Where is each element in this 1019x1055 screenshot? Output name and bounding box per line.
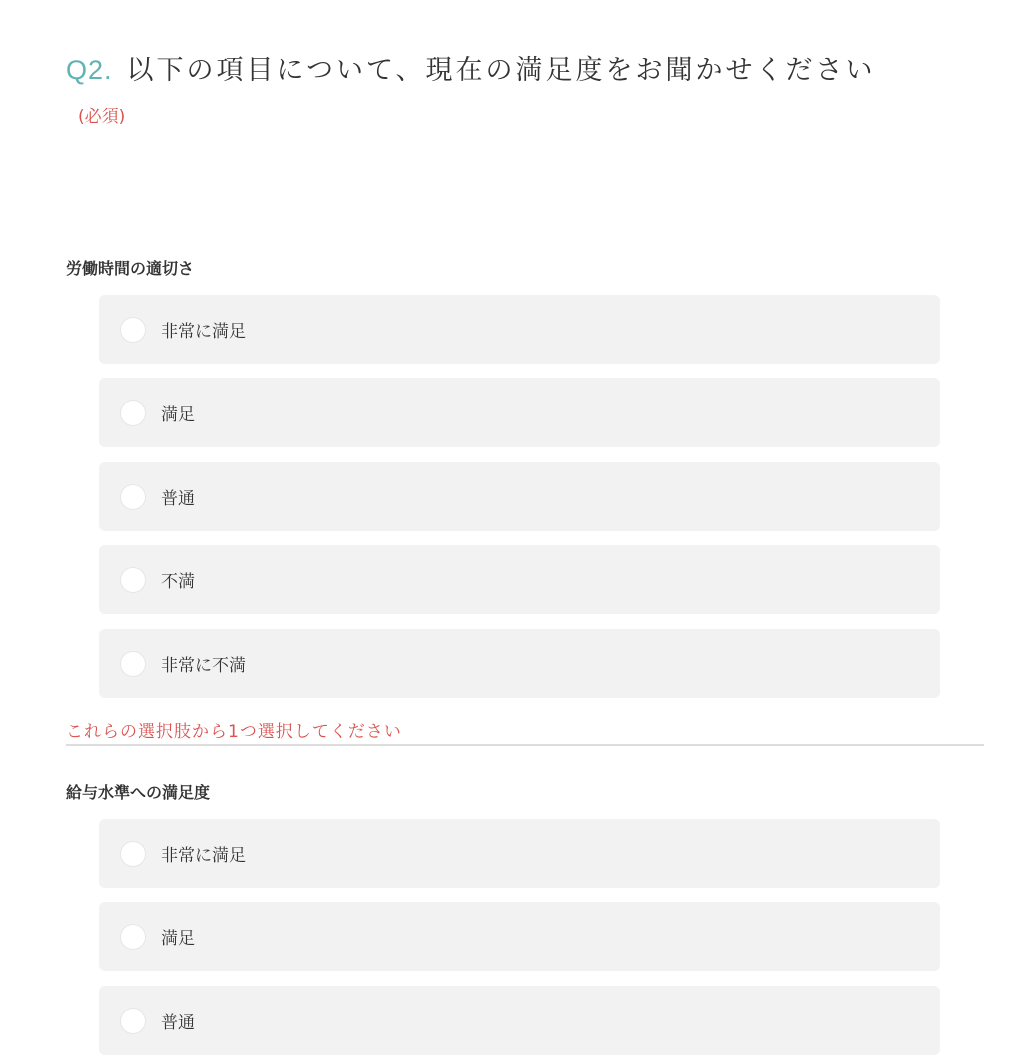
question-text: 以下の項目について、現在の満足度をお聞かせください — [126, 55, 876, 86]
radio-option-neutral[interactable] — [99, 986, 940, 1055]
radio-button[interactable] — [120, 317, 146, 343]
radio-option-neutral[interactable] — [99, 462, 940, 531]
divider — [66, 744, 984, 746]
item-label-salary-level: 給与水準への満足度 — [66, 783, 211, 802]
radio-option-very-satisfied[interactable] — [99, 819, 940, 888]
radio-button[interactable] — [120, 841, 146, 867]
required-marker: (必須) — [78, 107, 126, 127]
question-title — [66, 48, 966, 94]
question-number: Q2. — [66, 55, 113, 85]
radio-option-very-satisfied[interactable] — [99, 295, 940, 364]
option-label: 満足 — [161, 405, 195, 425]
radio-button[interactable] — [120, 400, 146, 426]
radio-button[interactable] — [120, 651, 146, 677]
radio-button[interactable] — [120, 567, 146, 593]
radio-option-dissatisfied[interactable] — [99, 545, 940, 614]
radio-option-satisfied[interactable] — [99, 902, 940, 971]
radio-button[interactable] — [120, 1008, 146, 1034]
option-label: 非常に満足 — [161, 322, 246, 342]
radio-option-satisfied[interactable] — [99, 378, 940, 447]
option-label: 不満 — [161, 572, 195, 592]
radio-button[interactable] — [120, 484, 146, 510]
validation-error: これらの選択肢から1つ選択してください — [66, 722, 402, 742]
radio-button[interactable] — [120, 924, 146, 950]
option-label: 非常に満足 — [161, 846, 246, 866]
option-label: 非常に不満 — [161, 656, 246, 676]
question-header — [66, 48, 966, 127]
item-label-working-hours: 労働時間の適切さ — [66, 259, 195, 278]
radio-option-very-dissatisfied[interactable] — [99, 629, 940, 698]
option-label: 普通 — [161, 1013, 195, 1033]
option-label: 満足 — [161, 929, 195, 949]
option-label: 普通 — [161, 489, 195, 509]
